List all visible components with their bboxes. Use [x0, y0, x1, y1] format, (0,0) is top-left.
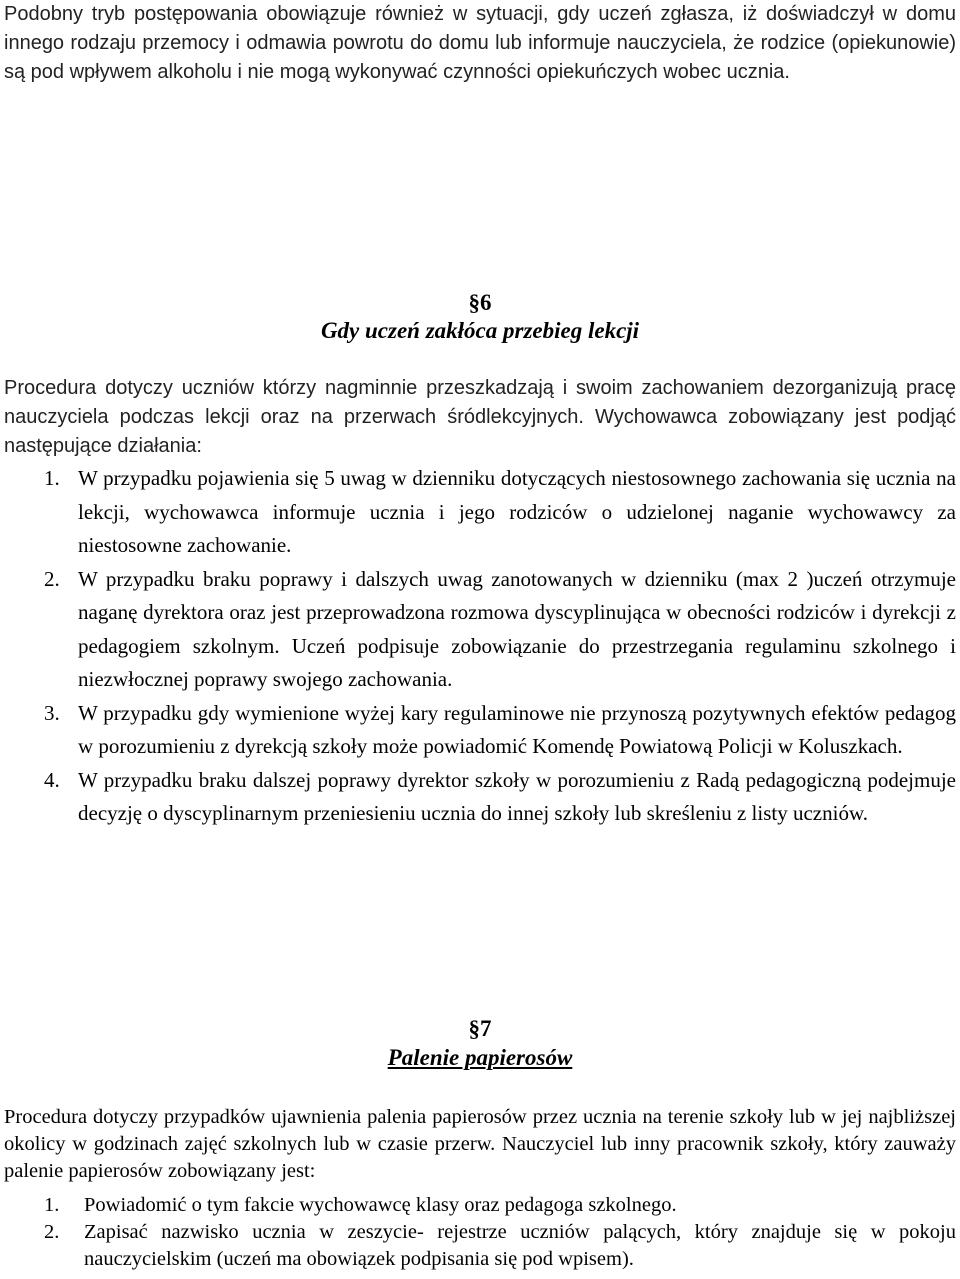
list-item [4, 563, 956, 697]
list-item [4, 1219, 956, 1273]
section-6-title: Gdy uczeń zakłóca przebieg lekcji [320, 318, 640, 343]
list-item-number: 4. [44, 767, 60, 792]
list-item-text: Powiadomić o tym fakcie wychowawcę klasy oraz pedagoga szkolnego. [84, 1194, 677, 1216]
section-7-title [4, 1045, 956, 1071]
list-item [4, 462, 956, 563]
section-6-list [4, 462, 956, 831]
section-6-mark: §6 [468, 290, 492, 315]
section-7-list [4, 1192, 956, 1273]
section-7-intro: Procedura dotyczy przypadków ujawnienia palenia papierosów przez ucznia na terenie szkoły lub w jej najbliższej okolicy w godzinach zajęć szkolnych lub w czasie przerw. Nauczyciel lub inny pracownik szkoły, który zauważy palenie papierosów zobowiązany jest: [4, 1106, 956, 1182]
list-item-number: 1. [44, 1194, 60, 1216]
list-item-number: 2. [44, 566, 60, 591]
list-item-text: W przypadku braku poprawy i dalszych uwag zanotowanych w dzienniku (max 2 )uczeń otrzymuje naganę dyrektora oraz jest przeprowadzona rozmowa dyscyplinująca w obecności rodziców i dyrekcji z pedagogiem szkolnym. Uczeń podpisuje zobowiązanie do przestrzegania regulaminu szkolnego i niezwłocznej poprawy swojego zachowania. [78, 566, 956, 691]
list-item-number: 3. [44, 700, 60, 725]
list-item-number: 1. [44, 466, 60, 490]
list-item [4, 697, 956, 764]
list-item [4, 764, 956, 831]
list-item-text: W przypadku braku dalszej poprawy dyrektor szkoły w porozumieniu z Radą pedagogiczną podejmuje decyzję o dyscyplinarnym przeniesieniu ucznia do innej szkoły lub skreśleniu z listy uczniów. [78, 767, 956, 825]
section-6-intro: Procedura dotyczy uczniów którzy nagminnie przeszkadzają i swoim zachowaniem dezorganizują pracę nauczyciela podczas lekcji oraz na przerwach śródlekcyjnych. Wychowawca zobowiązany jest podjąć następujące działania: [4, 377, 956, 457]
list-item-text: W przypadku pojawienia się 5 uwag w dzienniku dotyczących niestosownego zachowania się ucznia na lekcji, wychowawca informuje ucznia i jego rodziców o udzielonej naganie wychowawcy za niestosowne zachowanie. [78, 466, 956, 557]
section-7-mark: §7 [468, 1016, 492, 1041]
list-item-text: Zapisać nazwisko ucznia w zeszycie- rejestrze uczniów palących, który znajduje się w pokoju nauczycielskim (uczeń ma obowiązek podpisania się pod wpisem). [84, 1221, 956, 1270]
list-item [4, 1192, 956, 1219]
section-7-title-text: Palenie papierosów [387, 1045, 573, 1070]
list-item-text: W przypadku gdy wymienione wyżej kary regulaminowe nie przynoszą pozytywnych efektów pedagog w porozumieniu z dyrekcją szkoły może powiadomić Komendę Powiatową Policji w Koluszkach. [78, 700, 956, 758]
intro-paragraph: Podobny tryb postępowania obowiązuje również w sytuacji, gdy uczeń zgłasza, iż doświadczył w domu innego rodzaju przemocy i odmawia powrotu do domu lub informuje nauczyciela, że rodzice (opiekunowie) są pod wpływem alkoholu i nie mogą wykonywać czynności opiekuńczych wobec ucznia. [4, 3, 956, 83]
list-item-number: 2. [44, 1221, 60, 1243]
